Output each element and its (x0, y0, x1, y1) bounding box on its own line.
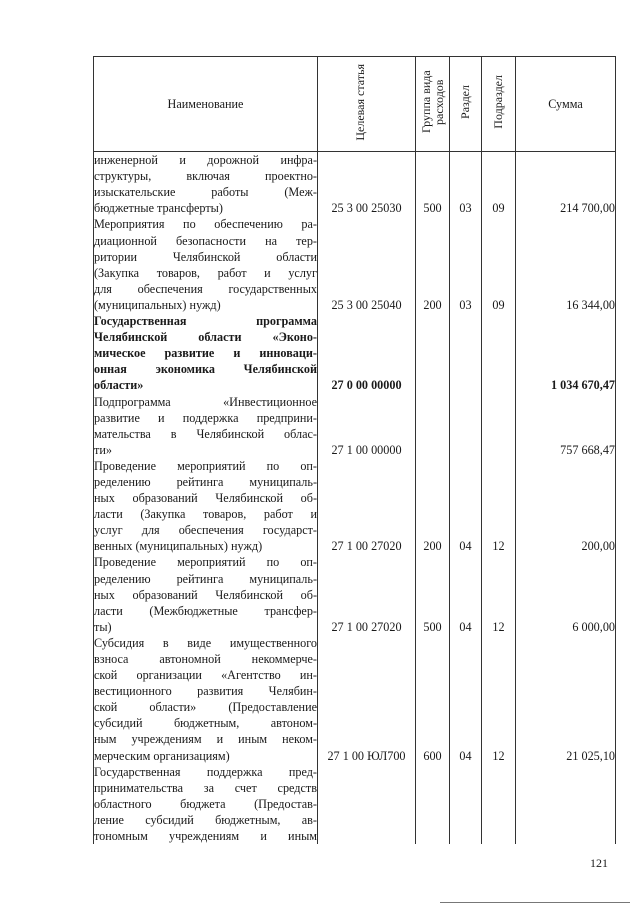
row-subsection (482, 764, 516, 844)
header-sum: Сумма (516, 57, 616, 152)
row-name-line: Субсидия в виде имущественного (94, 635, 317, 650)
row-name-line: (муниципальных) нужд) (94, 297, 221, 312)
row-target-code: 27 1 00 00000 (318, 394, 416, 458)
row-name (94, 635, 318, 764)
row-name-line: ты) (94, 619, 112, 634)
row-name-line: ласти (Закупка товаров, работ и (94, 507, 317, 522)
row-subsection (482, 313, 516, 393)
row-name-line: Проведение мероприятий по оп- (94, 555, 317, 570)
table-body (94, 152, 616, 845)
row-name-line: областного бюджета (Предостав- (94, 796, 317, 811)
row-target-code: 25 3 00 25030 (318, 152, 416, 217)
row-subsection: 12 (482, 554, 516, 634)
table-row (94, 216, 616, 313)
row-sum: 16 344,00 (516, 216, 616, 313)
row-subsection: 09 (482, 216, 516, 313)
row-name-line: мическое развитие и инноваци- (94, 346, 317, 361)
row-name-line: Проведение мероприятий по оп- (94, 458, 317, 473)
row-name (94, 313, 318, 393)
budget-table (93, 56, 616, 844)
row-section (450, 764, 482, 844)
row-name (94, 554, 318, 634)
row-section: 03 (450, 216, 482, 313)
row-name-line: диационной безопасности на тер- (94, 233, 317, 248)
row-section: 03 (450, 152, 482, 217)
row-name-line: инженерной и дорожной инфра- (94, 153, 317, 168)
row-expense-group: 500 (416, 554, 450, 634)
row-name-line: ным учреждениям и иным неком- (94, 732, 317, 747)
row-name-line: взноса автономной некоммерче- (94, 652, 317, 666)
table-row (94, 458, 616, 555)
table-row (94, 394, 616, 458)
row-expense-group: 500 (416, 152, 450, 217)
row-expense-group (416, 394, 450, 458)
row-name-line: ской организации «Агентство ин- (94, 668, 317, 683)
row-name-line: вестиционного развития Челябин- (94, 684, 317, 699)
row-subsection: 12 (482, 635, 516, 764)
row-name-line: изыскательские работы (Меж- (94, 185, 317, 200)
row-name-line: тономным учреждениям и иным (94, 829, 317, 844)
row-name (94, 394, 318, 458)
row-sum (516, 764, 616, 844)
row-name-line: ти» (94, 442, 112, 457)
footer-divider (440, 902, 630, 903)
row-name-line: онная экономика Челябинской (94, 362, 317, 377)
table-row (94, 635, 616, 764)
row-expense-group: 200 (416, 216, 450, 313)
row-expense-group: 600 (416, 635, 450, 764)
row-name-line: ской области» (Предоставление (94, 700, 317, 715)
row-section: 04 (450, 635, 482, 764)
row-name-line: ласти (Межбюджетные трансфер- (94, 603, 317, 618)
row-name-line: области» (94, 378, 144, 393)
row-target-code (318, 764, 416, 844)
header-subsection: Подраздел (482, 57, 516, 152)
row-name-line: ление субсидий бюджетным, ав- (94, 812, 317, 827)
row-name-line: структуры, включая проектно- (94, 169, 317, 184)
row-name (94, 764, 318, 844)
row-name-line: Государственная программа (94, 314, 317, 329)
row-target-code: 27 1 00 27020 (318, 458, 416, 555)
row-sum: 757 668,47 (516, 394, 616, 458)
row-name-line: мательства в Челябинской облас- (94, 426, 317, 441)
row-name-line: Мероприятия по обеспечению ра- (94, 217, 317, 232)
row-name-line: принимательства за счет средств (94, 780, 317, 795)
row-expense-group: 200 (416, 458, 450, 555)
table-row (94, 152, 616, 217)
header-section: Раздел (450, 57, 482, 152)
row-subsection: 12 (482, 458, 516, 555)
row-section (450, 313, 482, 393)
header-target: Целевая статья (318, 57, 416, 152)
row-name (94, 152, 318, 217)
row-expense-group (416, 313, 450, 393)
row-subsection: 09 (482, 152, 516, 217)
row-target-code: 27 0 00 00000 (318, 313, 416, 393)
row-name-line: Государственная поддержка пред- (94, 764, 317, 779)
row-name-line: (Закупка товаров, работ и услуг (94, 265, 317, 280)
row-sum: 6 000,00 (516, 554, 616, 634)
row-name (94, 216, 318, 313)
row-name-line: Подпрограмма «Инвестиционное (94, 394, 317, 409)
row-name-line: субсидий бюджетным, автоном- (94, 716, 317, 731)
header-name: Наименование (94, 57, 318, 152)
table-row (94, 554, 616, 634)
row-name-line: венных (муниципальных) нужд) (94, 539, 263, 554)
row-name (94, 458, 318, 555)
page-number: 121 (590, 856, 608, 870)
table-row (94, 764, 616, 844)
row-sum: 21 025,10 (516, 635, 616, 764)
row-name-line: для обеспечения государственных (94, 281, 317, 296)
row-target-code: 25 3 00 25040 (318, 216, 416, 313)
row-sum: 200,00 (516, 458, 616, 555)
row-name-line: ритории Челябинской области (94, 249, 317, 264)
row-sum: 214 700,00 (516, 152, 616, 217)
row-name-line: мерческим организациям) (94, 748, 230, 763)
row-name-line: услуг для обеспечения государст- (94, 523, 317, 538)
row-target-code: 27 1 00 ЮЛ700 (318, 635, 416, 764)
row-name-line: ных образований Челябинской об- (94, 587, 317, 602)
row-name-line: ределению рейтинга муниципаль- (94, 571, 317, 586)
row-section: 04 (450, 554, 482, 634)
row-name-line: ных образований Челябинской об- (94, 491, 317, 506)
row-name-line: Челябинской области «Эконо- (94, 330, 317, 345)
row-section: 04 (450, 458, 482, 555)
header-expense-group: Группа вида расходов (416, 57, 450, 152)
row-expense-group (416, 764, 450, 844)
row-section (450, 394, 482, 458)
row-name-line: ределению рейтинга муниципаль- (94, 474, 317, 489)
row-name-line: развитие и поддержка предприни- (94, 410, 317, 425)
table-header-row (94, 57, 616, 152)
row-subsection (482, 394, 516, 458)
row-target-code: 27 1 00 27020 (318, 554, 416, 634)
row-name-line: бюджетные трансферты) (94, 201, 223, 216)
table-row (94, 313, 616, 393)
row-sum: 1 034 670,47 (516, 313, 616, 393)
